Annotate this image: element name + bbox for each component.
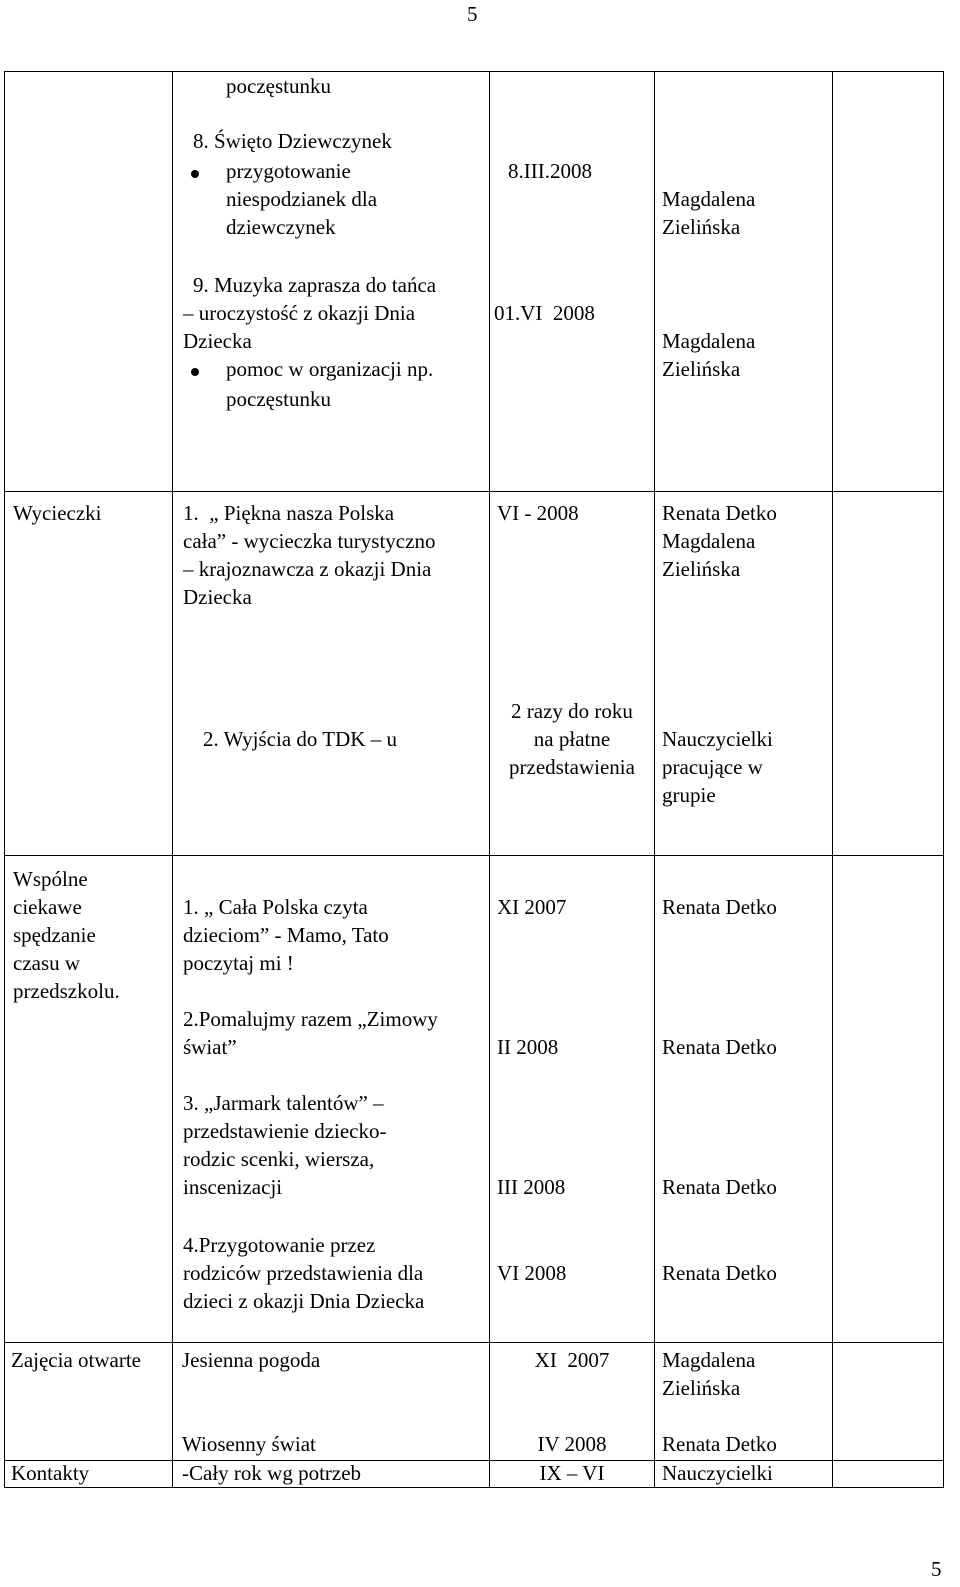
activity-line: dzieciom” - Mamo, Tato — [183, 923, 389, 947]
date-cell: 01.VI 2008 — [494, 301, 595, 325]
activity-line: pomoc w organizacji np. — [226, 357, 434, 381]
table-border-top — [4, 71, 943, 72]
activity-line: inscenizacji — [183, 1175, 283, 1199]
activity-line: 8. Święto Dziewczynek — [193, 129, 392, 153]
activity-line: dzieci z okazji Dnia Dziecka — [183, 1289, 425, 1313]
date-cell: na płatne — [533, 727, 611, 751]
responsible-cell: Nauczycielki — [662, 1461, 773, 1485]
activity-line: 2.Pomalujmy razem „Zimowy — [183, 1007, 438, 1031]
date-cell: IX – VI — [539, 1461, 605, 1485]
bullet-icon — [191, 368, 199, 376]
responsible-cell: pracujące w — [662, 755, 763, 779]
category-line: czasu w — [13, 951, 81, 975]
category-line: Wspólne — [13, 867, 88, 891]
responsible-cell: Zielińska — [662, 557, 741, 581]
category-cell: Kontakty — [11, 1461, 90, 1485]
table-row-divider-1 — [4, 491, 943, 492]
table-border-left — [4, 71, 5, 1488]
category-line: spędzanie — [13, 923, 96, 947]
responsible-cell: Renata Detko — [662, 1175, 777, 1199]
date-cell: przedstawienia — [509, 755, 635, 779]
responsible-cell: Magdalena — [662, 329, 756, 353]
activity-line: Wiosenny świat — [182, 1432, 316, 1456]
responsible-cell: Magdalena — [662, 529, 756, 553]
category-line: przedszkolu. — [13, 979, 120, 1003]
responsible-cell: Renata Detko — [662, 501, 777, 525]
responsible-cell: Zielińska — [662, 1376, 741, 1400]
activity-line: dziewczynek — [226, 215, 336, 239]
table-col-divider-1 — [172, 71, 173, 1488]
activity-line: Dziecka — [183, 585, 252, 609]
activity-line: 9. Muzyka zaprasza do tańca — [193, 273, 437, 297]
date-cell: 8.III.2008 — [508, 159, 592, 183]
responsible-cell: Nauczycielki — [662, 727, 773, 751]
date-cell: 2 razy do roku — [511, 699, 633, 723]
responsible-cell: Renata Detko — [662, 895, 777, 919]
page-number-bottom: 5 — [931, 1557, 942, 1581]
activity-line: rodziców przedstawienia dla — [183, 1261, 424, 1285]
activity-line: 2. Wyjścia do TDK – u — [203, 727, 397, 751]
activity-line: -Cały rok wg potrzeb — [182, 1461, 362, 1485]
table-border-bottom — [4, 1487, 943, 1488]
activity-line: poczęstunku — [226, 387, 331, 411]
activity-line: 1. „ Piękna nasza Polska — [183, 501, 395, 525]
activity-line: Jesienna pogoda — [182, 1348, 321, 1372]
activity-line: przygotowanie — [226, 159, 351, 183]
responsible-cell: Magdalena — [662, 187, 756, 211]
table-border-right — [943, 71, 944, 1488]
responsible-cell: Zielińska — [662, 357, 741, 381]
bullet-icon — [191, 170, 199, 178]
activity-line: świat” — [183, 1035, 237, 1059]
date-cell: IV 2008 — [537, 1432, 607, 1456]
table-col-divider-4 — [832, 71, 833, 1488]
date-cell: VI - 2008 — [497, 501, 579, 525]
page-number-top: 5 — [467, 2, 478, 26]
activity-line: 1. „ Cała Polska czyta — [183, 895, 368, 919]
category-cell: Zajęcia otwarte — [11, 1348, 141, 1372]
responsible-cell: Zielińska — [662, 215, 741, 239]
activity-line: poczytaj mi ! — [183, 951, 294, 975]
responsible-cell: Renata Detko — [662, 1432, 777, 1456]
responsible-cell: Renata Detko — [662, 1035, 777, 1059]
activity-line: Dziecka — [183, 329, 252, 353]
activity-line: cała” - wycieczka turystyczno — [183, 529, 436, 553]
responsible-cell: Magdalena — [662, 1348, 756, 1372]
table-row-divider-4 — [4, 1460, 943, 1461]
activity-line: poczęstunku — [226, 74, 331, 98]
table-row-divider-3 — [4, 1342, 943, 1343]
date-cell: II 2008 — [497, 1035, 559, 1059]
activity-line: przedstawienie dziecko- — [183, 1119, 387, 1143]
responsible-cell: grupie — [662, 783, 716, 807]
date-cell: VI 2008 — [497, 1261, 567, 1285]
date-cell: XI 2007 — [534, 1348, 610, 1372]
activity-line: – uroczystość z okazji Dnia — [183, 301, 416, 325]
table-row-divider-2 — [4, 855, 943, 856]
table-col-divider-3 — [654, 71, 655, 1488]
responsible-cell: Renata Detko — [662, 1261, 777, 1285]
category-cell: Wycieczki — [13, 501, 102, 525]
date-cell: III 2008 — [497, 1175, 566, 1199]
activity-line: 3. „Jarmark talentów” – — [183, 1091, 384, 1115]
activity-line: – krajoznawcza z okazji Dnia — [183, 557, 432, 581]
activity-line: rodzic scenki, wiersza, — [183, 1147, 375, 1171]
date-cell: XI 2007 — [497, 895, 567, 919]
category-line: ciekawe — [13, 895, 82, 919]
activity-line: 4.Przygotowanie przez — [183, 1233, 376, 1257]
activity-line: niespodzianek dla — [226, 187, 378, 211]
